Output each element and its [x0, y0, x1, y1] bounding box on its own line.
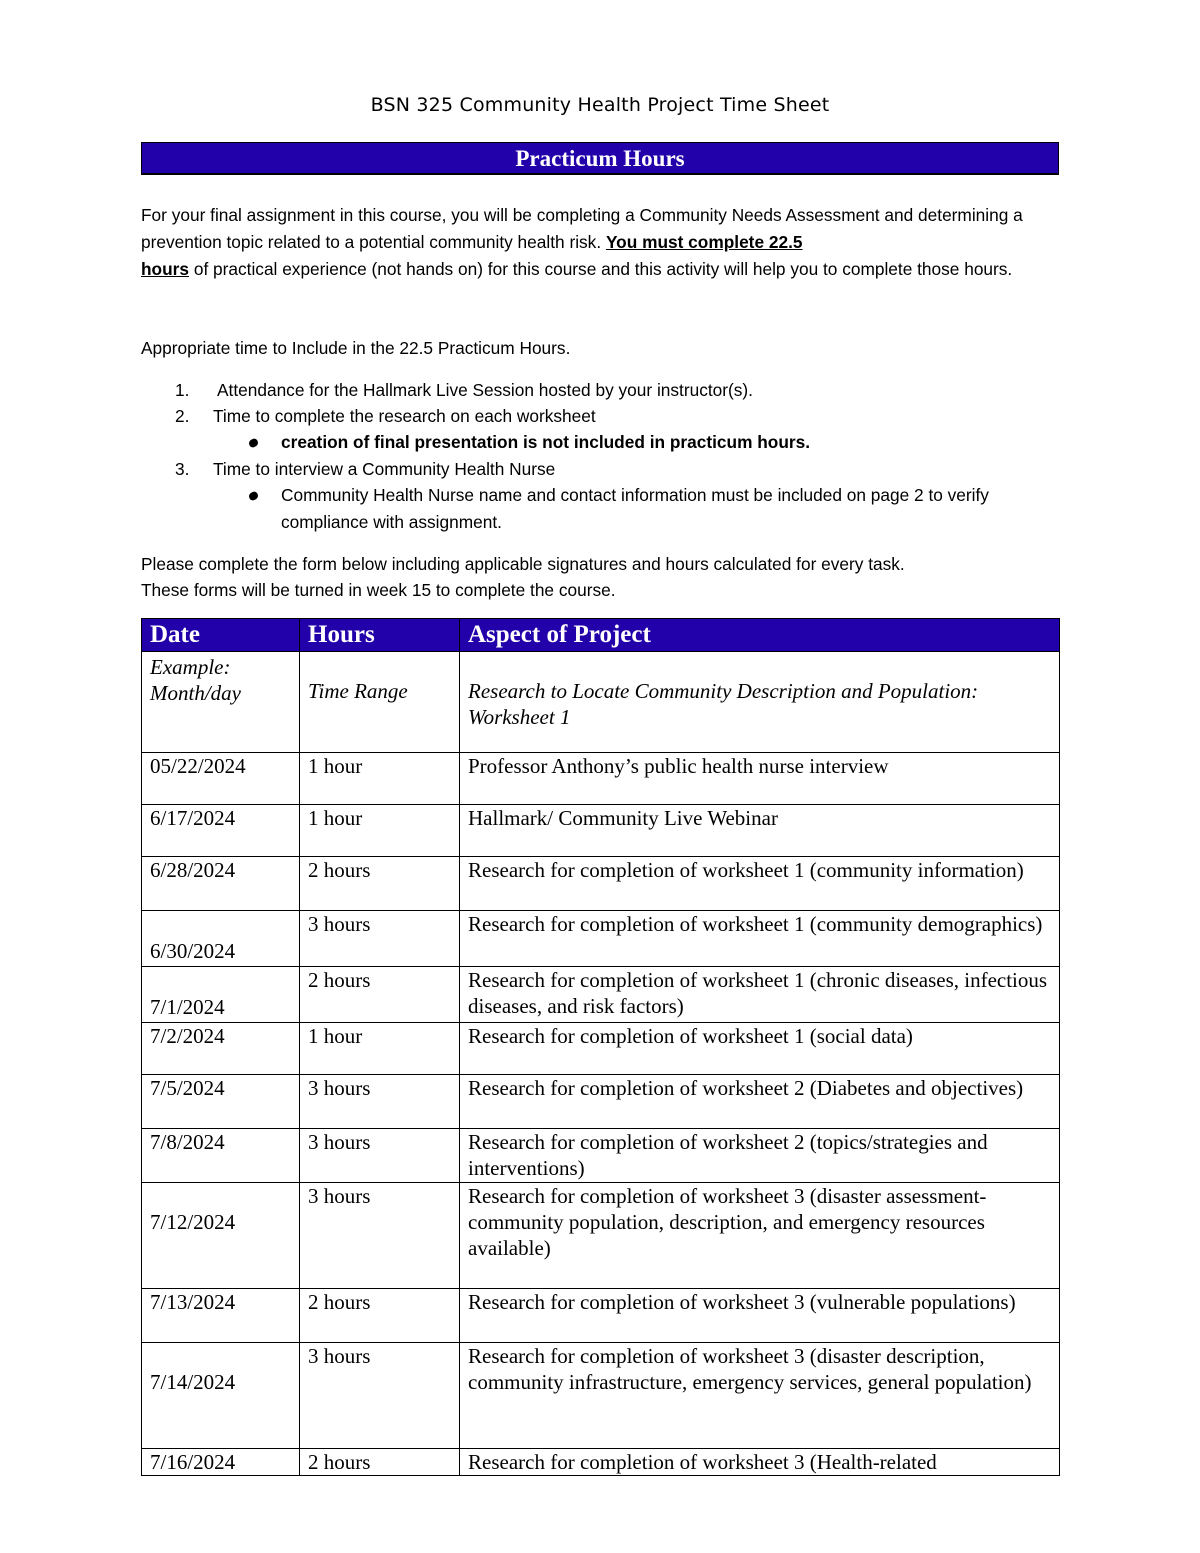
- cell-date: 05/22/2024: [142, 753, 300, 805]
- intro-text-part1: For your final assignment in this course, you will be completing a Community Needs Assessment and determining a prevention topic related to a potential community health risk.: [141, 205, 1023, 252]
- cell-date: 6/30/2024: [142, 911, 300, 967]
- table-row: [142, 1129, 1060, 1183]
- cell-hours: 1 hour: [300, 1023, 460, 1075]
- bullet-text: creation of final presentation is not included in practicum hours.: [281, 432, 811, 452]
- cell-date: 7/14/2024: [142, 1343, 300, 1449]
- bullet-icon: [248, 438, 259, 449]
- bullet-text: Community Health Nurse name and contact information must be included on page 2 to verify compliance with assignment.: [281, 485, 989, 532]
- cell-aspect: Research for completion of worksheet 3 (vulnerable populations): [460, 1289, 1060, 1343]
- table-row: [142, 967, 1060, 1023]
- cell-hours: 3 hours: [300, 1129, 460, 1183]
- list-number: 1.: [175, 380, 190, 400]
- cell-aspect: Hallmark/ Community Live Webinar: [460, 805, 1060, 857]
- table-row: [142, 1183, 1060, 1289]
- list-number: 3.: [175, 459, 190, 479]
- cell-aspect: Research for completion of worksheet 3 (disaster description, community infrastructure, emergency services, general population): [460, 1343, 1060, 1449]
- example-date-line2: Month/day: [150, 681, 241, 705]
- time-sheet-table: [141, 618, 1060, 1476]
- cell-hours: 3 hours: [300, 1183, 460, 1289]
- cell-date: 6/28/2024: [142, 857, 300, 911]
- cell-hours: 2 hours: [300, 857, 460, 911]
- cell-hours: 1 hour: [300, 805, 460, 857]
- table-row: [142, 857, 1060, 911]
- intro-paragraph: [141, 202, 1059, 283]
- appropriate-heading: Appropriate time to Include in the 22.5 Practicum Hours.: [141, 338, 571, 358]
- cell-date: 7/16/2024: [142, 1449, 300, 1476]
- cell-aspect: Research for completion of worksheet 3 (disaster assessment-community population, description, and emergency resources available): [460, 1183, 1060, 1289]
- cell-aspect: Professor Anthony’s public health nurse interview: [460, 753, 1060, 805]
- closing-line-2: These forms will be turned in week 15 to complete the course.: [141, 580, 616, 600]
- example-aspect: Research to Locate Community Description and Population: Worksheet 1: [460, 652, 1060, 753]
- cell-hours: 3 hours: [300, 1343, 460, 1449]
- cell-hours: 2 hours: [300, 1289, 460, 1343]
- cell-date: 7/12/2024: [142, 1183, 300, 1289]
- intro-emphasis-a: You must complete 22.5: [605, 232, 803, 252]
- cell-hours: 3 hours: [300, 1075, 460, 1129]
- example-hours: Time Range: [300, 652, 460, 753]
- closing-line-1: Please complete the form below including applicable signatures and hours calculated for every task.: [141, 554, 905, 574]
- example-date: [142, 652, 300, 753]
- page-title: BSN 325 Community Health Project Time Sheet: [370, 94, 830, 116]
- table-row: [142, 911, 1060, 967]
- bullet-icon: [248, 491, 259, 502]
- banner-label: Practicum Hours: [515, 146, 685, 171]
- header-aspect: Aspect of Project: [460, 619, 1060, 652]
- cell-date: 7/5/2024: [142, 1075, 300, 1129]
- cell-date: 7/2/2024: [142, 1023, 300, 1075]
- table-row: [142, 1289, 1060, 1343]
- list-text: Time to complete the research on each worksheet: [213, 406, 596, 426]
- cell-aspect: Research for completion of worksheet 2 (Diabetes and objectives): [460, 1075, 1060, 1129]
- cell-hours: 1 hour: [300, 753, 460, 805]
- table-row: [142, 1023, 1060, 1075]
- cell-hours: 2 hours: [300, 967, 460, 1023]
- header-date: Date: [142, 619, 300, 652]
- cell-aspect: Research for completion of worksheet 2 (topics/strategies and interventions): [460, 1129, 1060, 1183]
- example-date-line1: Example:: [150, 655, 231, 679]
- cell-aspect: Research for completion of worksheet 1 (chronic diseases, infectious diseases, and risk factors): [460, 967, 1060, 1023]
- cell-hours: 2 hours: [300, 1449, 460, 1476]
- header-hours: Hours: [300, 619, 460, 652]
- cell-date: 7/13/2024: [142, 1289, 300, 1343]
- cell-aspect: Research for completion of worksheet 1 (social data): [460, 1023, 1060, 1075]
- cell-aspect: Research for completion of worksheet 3 (Health-related: [460, 1449, 1060, 1476]
- cell-aspect: Research for completion of worksheet 1 (community demographics): [460, 911, 1060, 967]
- list-text: Time to interview a Community Health Nurse: [213, 459, 556, 479]
- example-row: [142, 652, 1060, 753]
- cell-date: 6/17/2024: [142, 805, 300, 857]
- table-row: [142, 1075, 1060, 1129]
- table-row: [142, 753, 1060, 805]
- cell-hours: 3 hours: [300, 911, 460, 967]
- table-row: [142, 1343, 1060, 1449]
- section-banner: [141, 142, 1059, 175]
- table-row: [142, 805, 1060, 857]
- intro-text-part2: of practical experience (not hands on) for this course and this activity will help you to complete those hours.: [193, 259, 1013, 279]
- list-number: 2.: [175, 406, 190, 426]
- table-header-row: [142, 619, 1060, 652]
- cell-aspect: Research for completion of worksheet 1 (community information): [460, 857, 1060, 911]
- table-row: [142, 1449, 1060, 1476]
- cell-date: 7/1/2024: [142, 967, 300, 1023]
- cell-date: 7/8/2024: [142, 1129, 300, 1183]
- list-text: Attendance for the Hallmark Live Session hosted by your instructor(s).: [217, 380, 753, 400]
- intro-emphasis-b: hours: [141, 259, 190, 279]
